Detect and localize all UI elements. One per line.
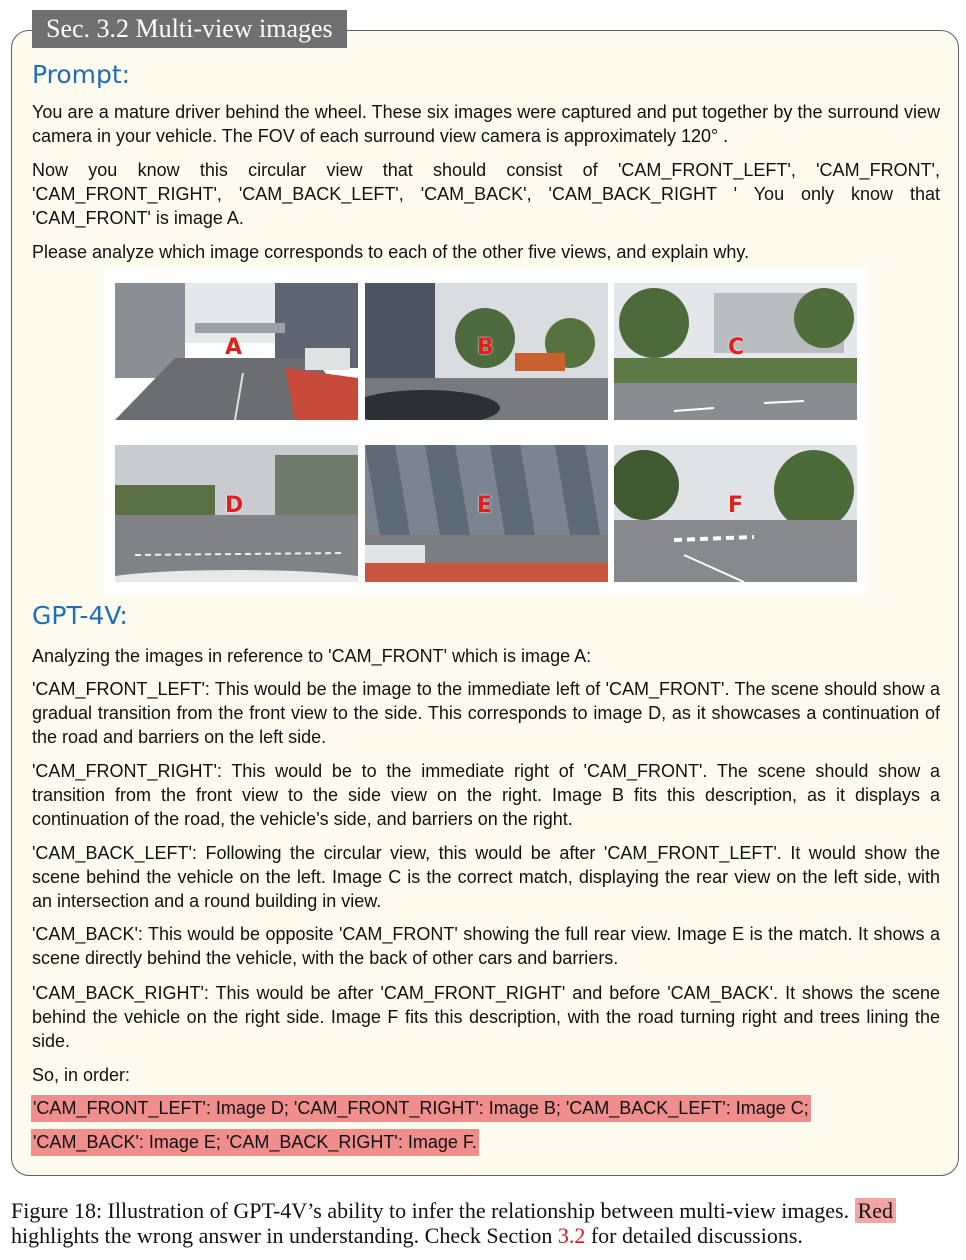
image-letter-c: C bbox=[728, 335, 745, 360]
response-paragraph-3: 'CAM_FRONT_RIGHT': This would be to the immediate right of 'CAM_FRONT'. The scene should show a transition from the front view to the side view on the right. Image B fits this description, as it displays a continuation of the road, the vehicle's side, and barriers on the right. bbox=[32, 761, 940, 829]
image-letter-a: A bbox=[225, 335, 243, 360]
response-paragraph-2: 'CAM_FRONT_LEFT': This would be the image to the immediate left of 'CAM_FRONT'. The scene should show a gradual transition from the front view to the side. This corresponds to image D, as it showcases a continuation of the road and barriers on the left side. bbox=[32, 679, 940, 747]
caption-text-2: highlights the wrong answer in understanding. Check Section bbox=[11, 1223, 553, 1248]
image-letter-e: E bbox=[477, 493, 493, 518]
response-paragraph-1: Analyzing the images in reference to 'CAM_FRONT' which is image A: bbox=[32, 646, 592, 666]
response-heading: GPT-4V: bbox=[32, 601, 128, 630]
response-paragraph-6: 'CAM_BACK_RIGHT': This would be after 'CAM_FRONT_RIGHT' and before 'CAM_BACK'. It shows the scene behind the vehicle on the right side. Image F fits this description, with the road turning right and trees lining the side. bbox=[32, 983, 940, 1051]
caption-red-label: Red bbox=[855, 1198, 896, 1223]
camera-image-f bbox=[614, 445, 857, 582]
wrong-answer-highlight-2: 'CAM_BACK': Image E; 'CAM_BACK_RIGHT': Image F. bbox=[31, 1129, 479, 1156]
figure-caption bbox=[11, 1198, 959, 1248]
response-paragraph-4: 'CAM_BACK_LEFT': Following the circular view, this would be after 'CAM_FRONT_LEFT'. It would show the scene behind the vehicle on the left. Image C is the correct match, displaying the rear view on the left side, with an intersection and a round building in view. bbox=[32, 843, 940, 911]
prompt-paragraph-1: You are a mature driver behind the wheel. These six images were captured and put together by the surround view camera in your vehicle. The FOV of each surround view camera is approximately 120° . bbox=[32, 102, 940, 146]
camera-image-d bbox=[115, 445, 358, 582]
camera-image-a bbox=[115, 283, 358, 420]
image-letter-b: B bbox=[477, 335, 494, 360]
response-paragraph-7: So, in order: bbox=[32, 1065, 131, 1085]
prompt-paragraph-2: Now you know this circular view that should consist of 'CAM_FRONT_LEFT', 'CAM_FRONT', 'CAM_FRONT_RIGHT', 'CAM_BACK_LEFT', 'CAM_BACK', 'CAM_BACK_RIGHT ' You only know that 'CAM_FRONT' is image A. bbox=[32, 160, 940, 228]
multi-view-image-grid bbox=[104, 268, 868, 594]
caption-text-3: for detailed discussions. bbox=[590, 1223, 803, 1248]
image-letter-d: D bbox=[225, 493, 244, 518]
prompt-paragraph-3: Please analyze which image corresponds to each of the other five views, and explain why. bbox=[32, 242, 750, 262]
image-letter-f: F bbox=[728, 493, 744, 518]
camera-image-e bbox=[365, 445, 608, 582]
response-paragraph-5: 'CAM_BACK': This would be opposite 'CAM_FRONT' showing the full rear view. Image E is the match. It shows a scene directly behind the vehicle, with the back of other cars and barriers. bbox=[32, 924, 940, 968]
camera-image-c bbox=[614, 283, 857, 420]
section-reference-link[interactable]: 3.2 bbox=[557, 1223, 586, 1248]
section-tag: Sec. 3.2 Multi-view images bbox=[32, 10, 347, 48]
caption-text-1: Figure 18: Illustration of GPT-4V’s ability to infer the relationship between multi-view images. bbox=[11, 1198, 850, 1223]
prompt-heading: Prompt: bbox=[32, 60, 131, 89]
camera-image-b bbox=[365, 283, 608, 420]
wrong-answer-highlight-1: 'CAM_FRONT_LEFT': Image D; 'CAM_FRONT_RIGHT': Image B; 'CAM_BACK_LEFT': Image C; bbox=[31, 1095, 811, 1122]
